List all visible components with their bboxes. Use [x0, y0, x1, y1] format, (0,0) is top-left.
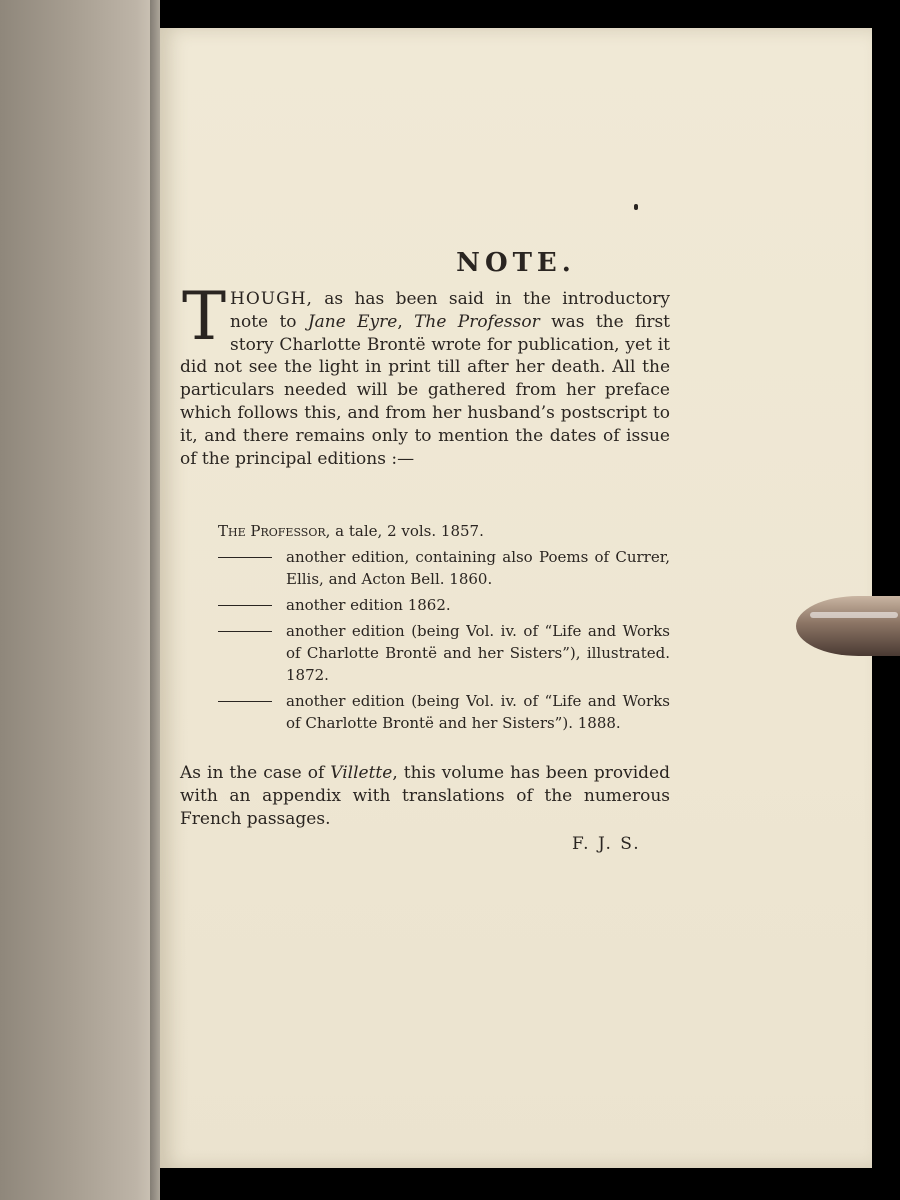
- intro-text-3: was the first story Charlotte Brontë wrote for publication, yet it did not see the light in print till after her death. All the particulars needed will be gathered from her preface which follows this, and from her husband’s postscript to it, and there remains only to mention the dates of issue of the principal editions :—: [180, 311, 671, 469]
- ditto-dash: [218, 701, 272, 702]
- drop-cap: T: [182, 278, 227, 355]
- editions-list: [218, 520, 670, 734]
- edition-item-text: another edition (being Vol. iv. of “Life and Works of Charlotte Brontë and her Sisters”), illustrated. 1872.: [286, 622, 670, 684]
- facing-page: [0, 0, 160, 1200]
- edition-item: [218, 594, 670, 616]
- first-word: HOUGH,: [230, 289, 313, 309]
- edition-title: The Professor: [218, 522, 326, 540]
- book-page: [160, 28, 872, 1168]
- closing-text-1: As in the case of: [180, 763, 331, 783]
- intro-text-1: as has been said in the introductory note to: [230, 289, 670, 332]
- page-heading: NOTE.: [456, 248, 576, 278]
- ink-spot: [634, 204, 638, 210]
- title-jane-eyre: Jane Eyre: [307, 311, 398, 332]
- edition-item: [218, 620, 670, 686]
- ditto-dash: [218, 631, 272, 632]
- signature-initials: F. J. S.: [572, 834, 641, 854]
- edition-item-text: another edition 1862.: [286, 596, 451, 614]
- pen-highlight: [810, 612, 898, 618]
- ditto-dash: [218, 557, 272, 558]
- closing-text-2: , this volume has been provided with an appendix with translations of the numerous French passages.: [180, 763, 670, 829]
- title-villette: Villette: [330, 763, 393, 783]
- edition-item: [218, 690, 670, 734]
- edition-item: [218, 546, 670, 590]
- intro-paragraph: [180, 278, 671, 470]
- edition-item-text: another edition (being Vol. iv. of “Life and Works of Charlotte Brontë and her Sisters”). 1888.: [286, 692, 670, 732]
- intro-text-2: ,: [397, 311, 415, 332]
- edition-first-rest: , a tale, 2 vols. 1857.: [325, 522, 484, 540]
- edition-first: [218, 520, 670, 542]
- closing-paragraph: [180, 762, 670, 830]
- ditto-dash: [218, 605, 272, 606]
- edition-item-text: another edition, containing also Poems of Currer, Ellis, and Acton Bell. 1860.: [286, 548, 670, 588]
- title-the-professor: The Professor: [414, 311, 540, 332]
